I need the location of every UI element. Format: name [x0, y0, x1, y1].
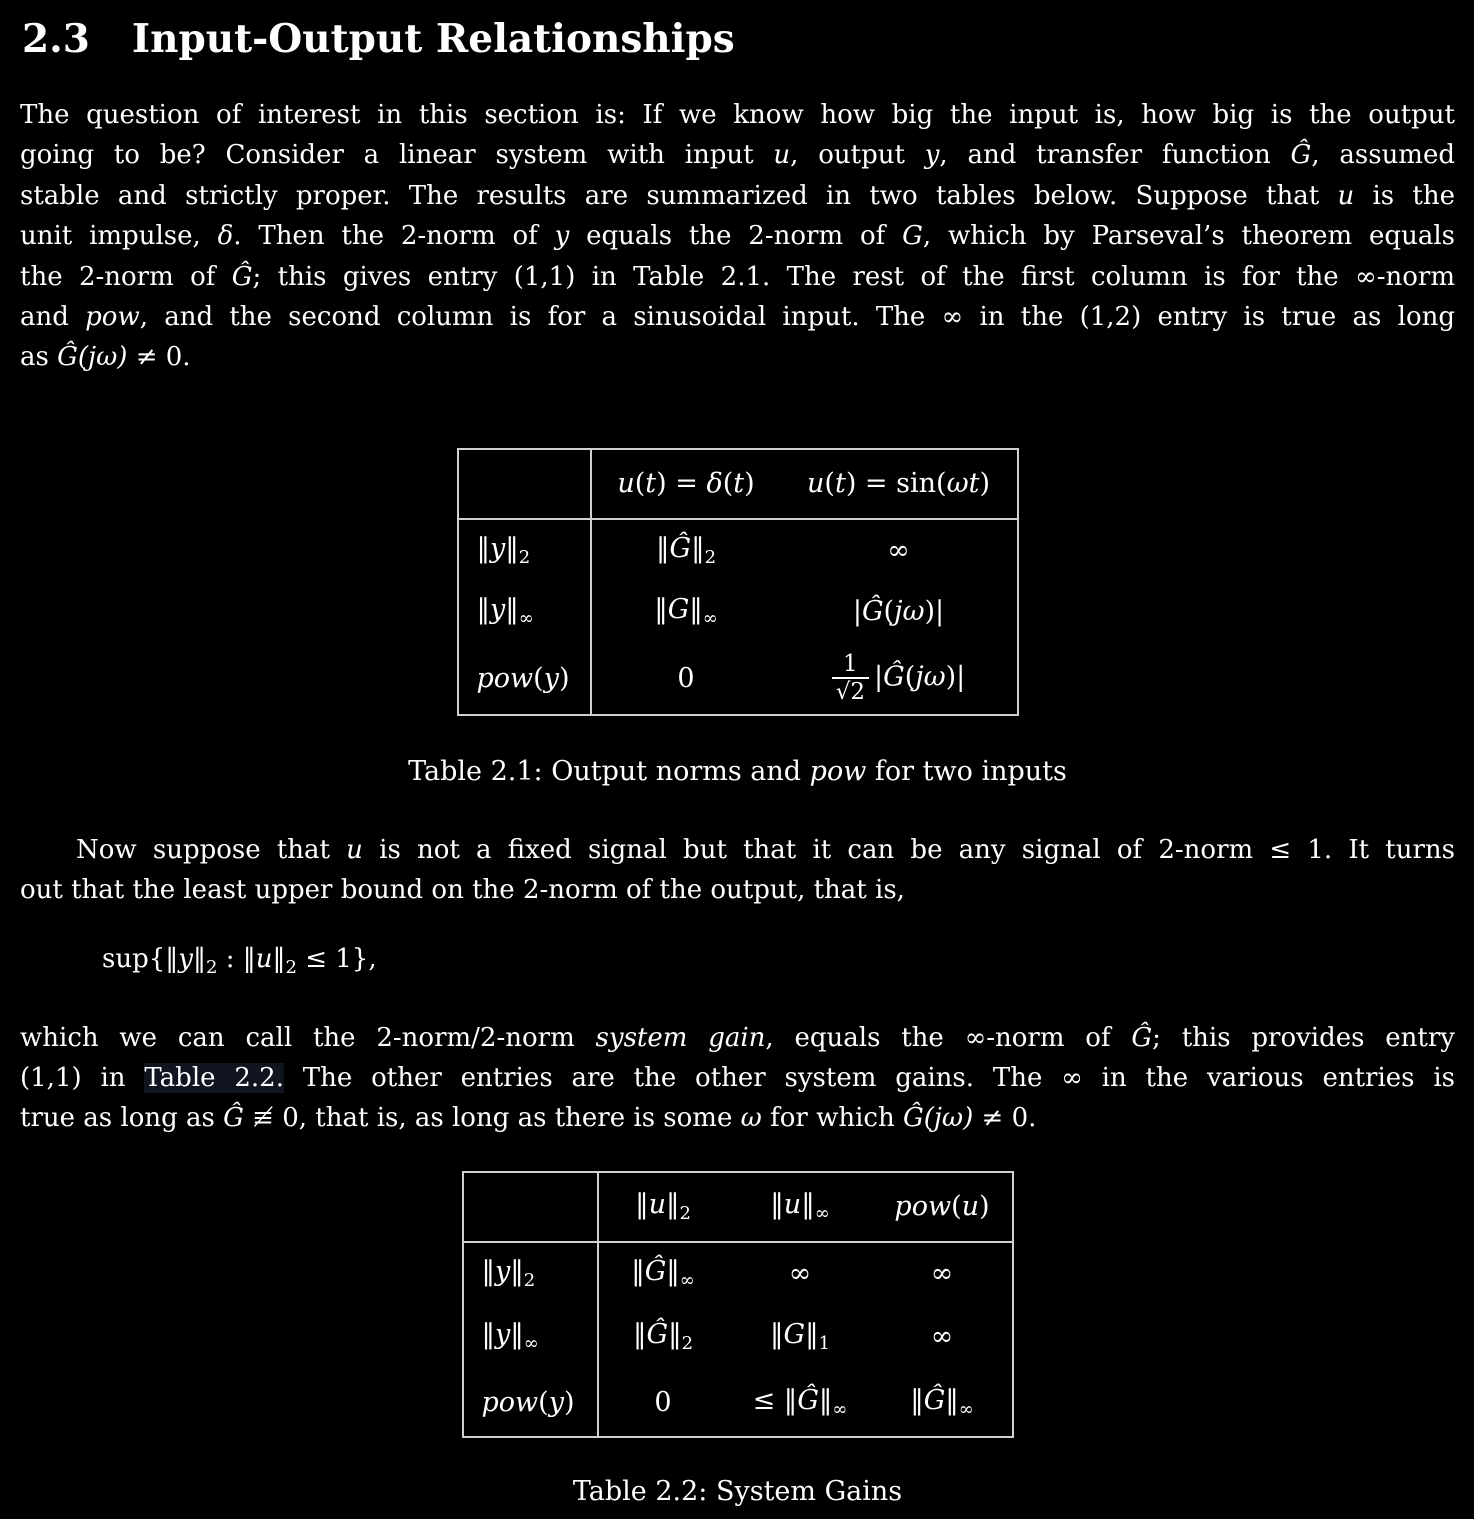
text-line: unit impulse, δ. Then the 2-norm of y equals the 2-norm of G, which by Parseval’s theorem equals: [20, 221, 1455, 252]
table-2-1-caption: Table 2.1: Output norms and pow for two inputs: [408, 755, 1067, 787]
text-line: true as long as Ĝ ≢ 0, that is, as long as there is some ω for which Ĝ(jω) ≠ 0.: [20, 1103, 1037, 1134]
text-line: stable and strictly proper. The results are summarized in two tables below. Suppose that u is the: [20, 180, 1455, 211]
table-row: [463, 1369, 1013, 1437]
row-label-cell: $‖y‖_2$: [458, 519, 591, 581]
table-header-row: [458, 449, 1018, 519]
table-row: [463, 1242, 1013, 1305]
table-row: [463, 1305, 1013, 1369]
empty-corner-cell: [458, 449, 591, 519]
value-cell: ≤ $‖Ĝ‖_\infty$: [752, 1384, 848, 1420]
display-equation: $sup\{‖y‖_2$ : $‖u‖_2 \le 1$},: [102, 943, 377, 978]
column-header-u-infnorm: $‖u‖_\infty$: [728, 1172, 873, 1242]
section-heading: [22, 16, 1455, 62]
text-line: the 2-norm of Ĝ; this gives entry (1,1) in Table 2.1. The rest of the first column is for the ∞-norm: [20, 261, 1455, 292]
value-cell: $‖G‖_1$: [769, 1319, 831, 1355]
text-line: Now suppose that u is not a fixed signal but that it can be any signal of 2-norm ≤ 1. It turns: [76, 834, 1455, 865]
value-cell: ∞: [930, 1258, 954, 1290]
text-line: and pow, and the second column is for a sinusoidal input. The ∞ in the (1,2) entry is true as long: [20, 302, 1455, 333]
value-cell: $‖G‖_\infty$: [654, 594, 718, 630]
value-cell: 0: [677, 662, 695, 694]
value-cell: ∞: [930, 1321, 954, 1353]
row-label-cell: pow(y): [458, 643, 591, 715]
text-segment: (1,1) in: [20, 1063, 145, 1094]
column-header-u-2norm: $‖u‖_2$: [598, 1172, 728, 1242]
value-cell: $‖Ĝ‖_2$: [655, 532, 717, 568]
table-2-1: [457, 448, 1019, 716]
table-row: [458, 643, 1018, 715]
value-cell: 0: [654, 1386, 672, 1418]
paragraph-2: [20, 830, 1455, 911]
text-line: as Ĝ(jω) ≠ 0.: [20, 342, 191, 373]
section-title: Input-Output Relationships: [131, 16, 735, 62]
value-cell: |Ĝ(jω)|: [852, 596, 945, 628]
table-header-row: [463, 1172, 1013, 1242]
table-2-2-section: [20, 1171, 1455, 1512]
table-2-2-caption: Table 2.2: System Gains: [572, 1475, 903, 1507]
row-label-cell: $‖y‖_\infty$: [458, 581, 591, 643]
text-line: The question of interest in this section is: If we know how big the input is, how big is the output: [20, 100, 1455, 130]
paragraph-1: [20, 95, 1455, 378]
paragraph-3: [20, 1018, 1455, 1139]
section-number: 2.3: [22, 16, 90, 62]
table-2-2: [462, 1171, 1014, 1438]
text-segment: The other entries are the other system gains. The ∞ in the various entries is: [283, 1063, 1455, 1094]
row-label-cell: $‖y‖_2$: [463, 1242, 598, 1305]
empty-corner-cell: [463, 1172, 598, 1242]
column-header-sinusoid-input: u(t) = sin(ωt): [781, 449, 1018, 519]
value-cell: $‖Ĝ‖_\infty$: [910, 1384, 974, 1420]
value-cell: ∞: [887, 534, 910, 566]
table-row: [458, 581, 1018, 643]
value-cell: $\frac{1}{√2}$ |Ĝ(jω)|: [781, 643, 1018, 715]
column-header-pow-u: pow(u): [873, 1172, 1013, 1242]
table-2-1-section: [20, 448, 1455, 792]
text-line: [20, 1058, 1455, 1098]
text-line: out that the least upper bound on the 2-norm of the output, that is,: [20, 875, 905, 906]
table-row: [458, 519, 1018, 581]
value-cell: $‖Ĝ‖_2$: [632, 1319, 694, 1355]
text-line: going to be? Consider a linear system with input u, output y, and transfer function Ĝ, assumed: [20, 140, 1455, 171]
row-label-cell: pow(y): [463, 1369, 598, 1437]
text-line: which we can call the 2-norm/2-norm system gain, equals the ∞-norm of Ĝ; this provides entry: [20, 1022, 1455, 1053]
column-header-impulse-input: u(t) = δ(t): [591, 449, 781, 519]
value-cell: ∞: [788, 1258, 812, 1290]
row-label-cell: $‖y‖_\infty$: [463, 1305, 598, 1369]
value-cell: $‖Ĝ‖_\infty$: [631, 1256, 695, 1292]
table-2-2-link[interactable]: Table 2.2.: [144, 1063, 284, 1094]
